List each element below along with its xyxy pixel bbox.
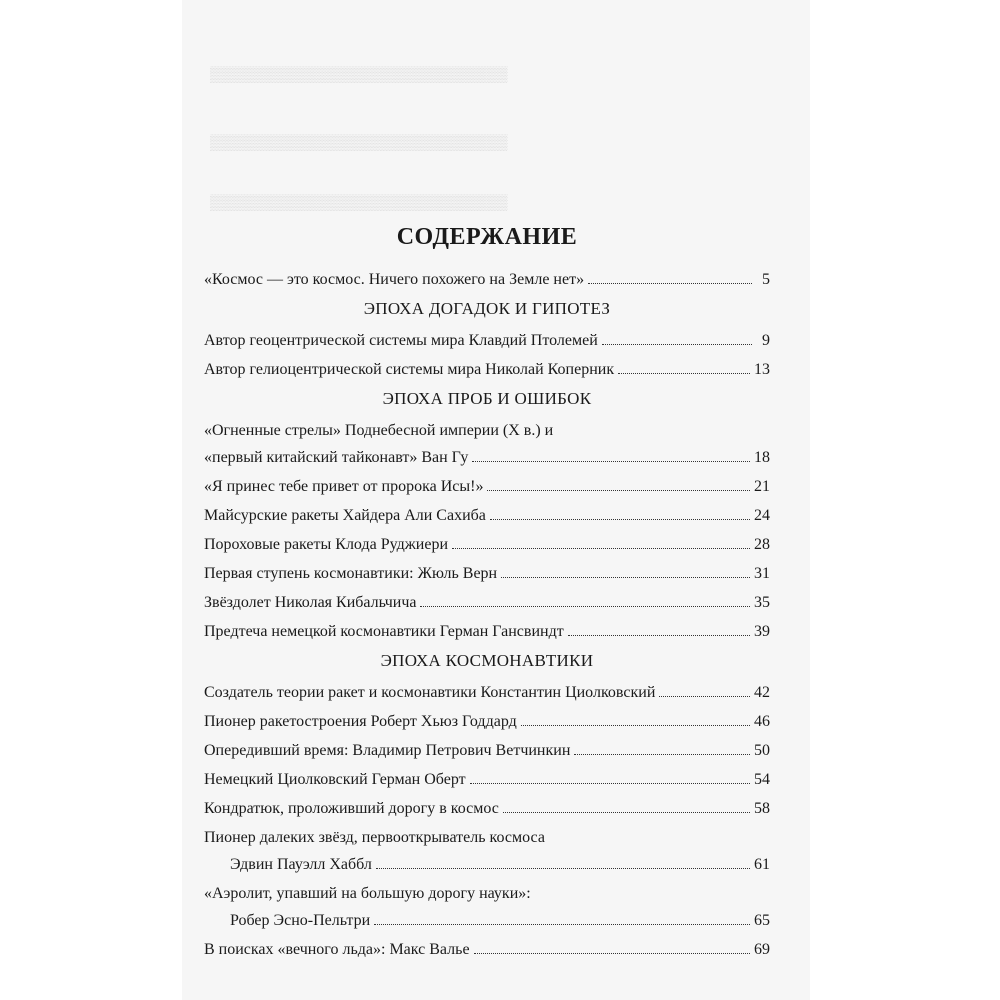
toc-entry <box>204 504 770 528</box>
toc-entry <box>204 562 770 586</box>
dot-leader <box>490 519 750 520</box>
dot-leader <box>474 953 750 954</box>
entry-title: Эдвин Пауэлл Хаббл <box>230 856 372 873</box>
bleed-through-text: ▒▒▒▒▒▒▒▒▒▒▒▒▒▒▒▒▒▒▒▒▒▒▒▒▒▒▒▒ <box>210 195 508 211</box>
page-number: 42 <box>754 684 770 701</box>
page-number: 35 <box>754 594 770 611</box>
page-number: 28 <box>754 536 770 553</box>
toc-entry <box>204 475 770 499</box>
dot-leader <box>472 461 750 462</box>
toc-entry <box>204 533 770 557</box>
page-number: 31 <box>754 565 770 582</box>
dot-leader <box>374 924 750 925</box>
page-number: 5 <box>762 271 770 288</box>
toc-entry <box>204 268 770 292</box>
page-number: 50 <box>754 742 770 759</box>
dot-leader <box>588 283 752 284</box>
dot-leader <box>487 490 750 491</box>
entry-title: Автор гелиоцентрической системы мира Николай Коперник <box>204 361 615 378</box>
page-number: 69 <box>754 941 770 958</box>
entry-title: «Я принес тебе привет от пророка Исы!» <box>204 478 484 495</box>
entry-title: «Космос — это космос. Ничего похожего на Земле нет» <box>204 271 585 288</box>
entry-title: Робер Эсно-Пельтри <box>230 912 371 929</box>
page-number: 9 <box>762 332 770 349</box>
entry-title-line: Пионер далеких звёзд, первооткрыватель космоса <box>204 829 545 846</box>
section-heading: ЭПОХА КОСМОНАВТИКИ <box>380 651 594 670</box>
toc-entry <box>204 739 770 763</box>
dot-leader <box>602 344 752 345</box>
entry-title: Немецкий Циолковский Герман Оберт <box>204 771 466 788</box>
page-number: 58 <box>754 800 770 817</box>
toc-entry <box>204 329 770 353</box>
dot-leader <box>568 635 750 636</box>
entry-title-line: «Аэролит, упавший на большую дорогу науки»: <box>204 885 531 902</box>
dot-leader <box>501 577 750 578</box>
dot-leader <box>521 725 750 726</box>
dot-leader <box>420 606 750 607</box>
toc-entry <box>204 909 770 933</box>
page-number: 13 <box>754 361 770 378</box>
toc-entry <box>204 591 770 615</box>
dot-leader <box>503 812 750 813</box>
dot-leader <box>574 754 750 755</box>
bleed-through-text: ▒▒▒▒▒▒▒▒▒▒▒▒▒▒▒▒▒▒▒▒▒▒▒▒▒▒▒▒ <box>210 135 508 151</box>
entry-title: В поисках «вечного льда»: Макс Валье <box>204 941 470 958</box>
toc-entry <box>204 681 770 705</box>
page-number: 46 <box>754 713 770 730</box>
toc-entry <box>204 620 770 644</box>
entry-title-line: «Огненные стрелы» Поднебесной империи (X в.) и <box>204 422 554 439</box>
dot-leader <box>618 373 750 374</box>
page-number: 21 <box>754 478 770 495</box>
page-number: 24 <box>754 507 770 524</box>
dot-leader <box>470 783 750 784</box>
entry-title: Пороховые ракеты Клода Руджиери <box>204 536 449 553</box>
entry-title: Звёздолет Николая Кибальчича <box>204 594 417 611</box>
entry-title: Кондратюк, проложивший дорогу в космос <box>204 800 499 817</box>
entry-title: Опередивший время: Владимир Петрович Ветчинкин <box>204 742 571 759</box>
section-heading: ЭПОХА ПРОБ И ОШИБОК <box>382 389 592 408</box>
dot-leader <box>452 548 750 549</box>
page-number: 18 <box>754 449 770 466</box>
bleed-through-text: ▒▒▒▒▒▒▒▒▒▒▒▒▒▒▒▒▒▒▒▒▒▒▒▒▒▒▒▒ <box>210 67 508 83</box>
page-number: 61 <box>754 856 770 873</box>
toc-entry <box>204 938 770 962</box>
toc-entry <box>204 853 770 877</box>
entry-title: Майсурские ракеты Хайдера Али Сахиба <box>204 507 486 524</box>
toc-title: СОДЕРЖАНИЕ <box>396 224 578 250</box>
toc-entry <box>204 446 770 470</box>
dot-leader <box>376 868 750 869</box>
page-number: 39 <box>754 623 770 640</box>
toc-entry <box>204 358 770 382</box>
toc-entry <box>204 797 770 821</box>
table-of-contents <box>204 222 770 967</box>
entry-title: «первый китайский тайконавт» Ван Гу <box>204 449 469 466</box>
entry-title: Автор геоцентрической системы мира Клавдий Птолемей <box>204 332 598 349</box>
toc-entry <box>204 710 770 734</box>
page-number: 65 <box>754 912 770 929</box>
page-number: 54 <box>754 771 770 788</box>
entry-title: Первая ступень космонавтики: Жюль Верн <box>204 565 498 582</box>
section-heading: ЭПОХА ДОГАДОК И ГИПОТЕЗ <box>363 299 611 318</box>
dot-leader <box>659 696 750 697</box>
entry-title: Пионер ракетостроения Роберт Хьюз Годдард <box>204 713 517 730</box>
entry-title: Создатель теории ракет и космонавтики Константин Циолковский <box>204 684 656 701</box>
toc-entry <box>204 768 770 792</box>
entry-title: Предтеча немецкой космонавтики Герман Гансвиндт <box>204 623 564 640</box>
